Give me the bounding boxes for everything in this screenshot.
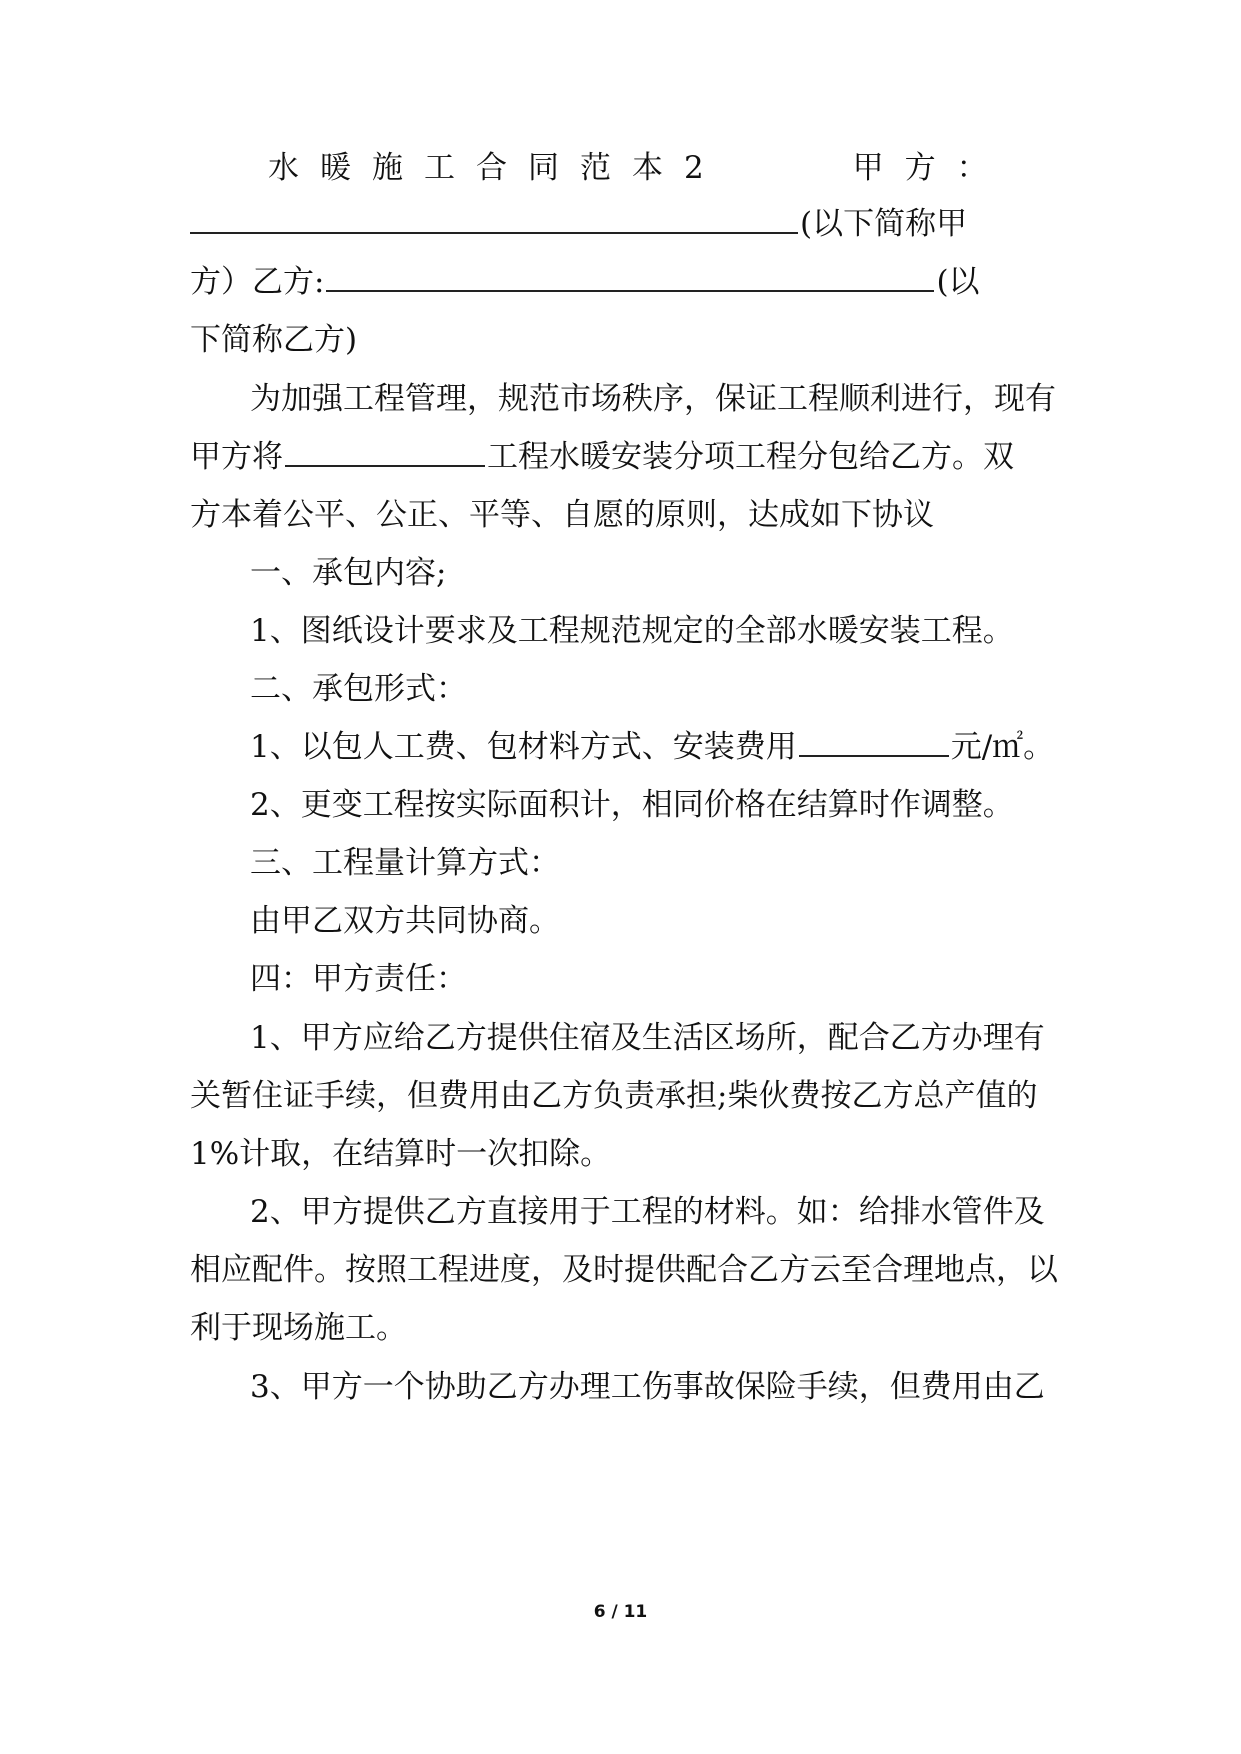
- section-4-item-2-line-2: 相应配件。按照工程进度，及时提供配合乙方云至合理地点，以: [190, 1252, 1058, 1288]
- section-2-item-1-suffix: 元/㎡。: [950, 729, 1055, 765]
- party-a-blank: [190, 204, 798, 234]
- section-4-item-1-line-2: 关暂住证手续，但费用由乙方负责承担;柴伙费按乙方总产值的: [190, 1078, 1038, 1114]
- intro-line-2-prefix: 甲方将: [190, 439, 283, 475]
- section-4-item-2-line-3: 利于现场施工。: [190, 1310, 407, 1346]
- party-a-label: 甲方：: [852, 150, 1009, 186]
- party-a-suffix: (以下简称甲: [800, 206, 968, 242]
- intro-line-2-suffix: 工程水暖安装分项工程分包给乙方。双: [487, 439, 1014, 475]
- section-2-heading: 二、承包形式：: [250, 671, 467, 707]
- party-b-line: [190, 262, 1060, 302]
- document-title: 水暖施工合同范本2: [268, 150, 725, 186]
- section-4-item-1-line-1: 1、甲方应给乙方提供住宿及生活区场所，配合乙方办理有: [250, 1020, 1045, 1056]
- party-b-prefix: 方）乙方:: [190, 264, 325, 300]
- section-2-item-1: [250, 727, 1060, 767]
- section-2-item-2: 2、更变工程按实际面积计，相同价格在结算时作调整。: [250, 787, 1014, 823]
- project-name-blank: [285, 437, 485, 467]
- party-b-line-end: 下简称乙方): [190, 322, 358, 358]
- section-2-item-1-prefix: 1、以包人工费、包材料方式、安装费用: [250, 729, 797, 765]
- section-4-item-1-line-3: 1%计取，在结算时一次扣除。: [190, 1136, 612, 1172]
- title-line: [268, 148, 1060, 188]
- intro-line-2: [190, 437, 1060, 477]
- section-4-heading: 四：甲方责任：: [250, 961, 467, 997]
- section-4-item-2-line-1: 2、甲方提供乙方直接用于工程的材料。如：给排水管件及: [250, 1194, 1045, 1230]
- intro-line-3: 方本着公平、公正、平等、自愿的原则，达成如下协议: [190, 497, 934, 533]
- section-1-item-1: 1、图纸设计要求及工程规范规定的全部水暖安装工程。: [250, 613, 1014, 649]
- party-a-line: [190, 204, 1060, 244]
- party-b-blank: [326, 262, 934, 292]
- intro-line-1: 为加强工程管理，规范市场秩序，保证工程顺利进行，现有: [250, 381, 1056, 417]
- page-number: 6 / 11: [593, 1602, 648, 1622]
- section-4-item-3-line-1: 3、甲方一个协助乙方办理工伤事故保险手续，但费用由乙: [250, 1369, 1045, 1405]
- section-1-heading: 一、承包内容;: [250, 555, 447, 591]
- party-b-suffix: (以: [936, 264, 980, 300]
- section-3-heading: 三、工程量计算方式：: [250, 845, 560, 881]
- install-fee-blank: [799, 727, 949, 757]
- section-3-text: 由甲乙双方共同协商。: [250, 903, 560, 939]
